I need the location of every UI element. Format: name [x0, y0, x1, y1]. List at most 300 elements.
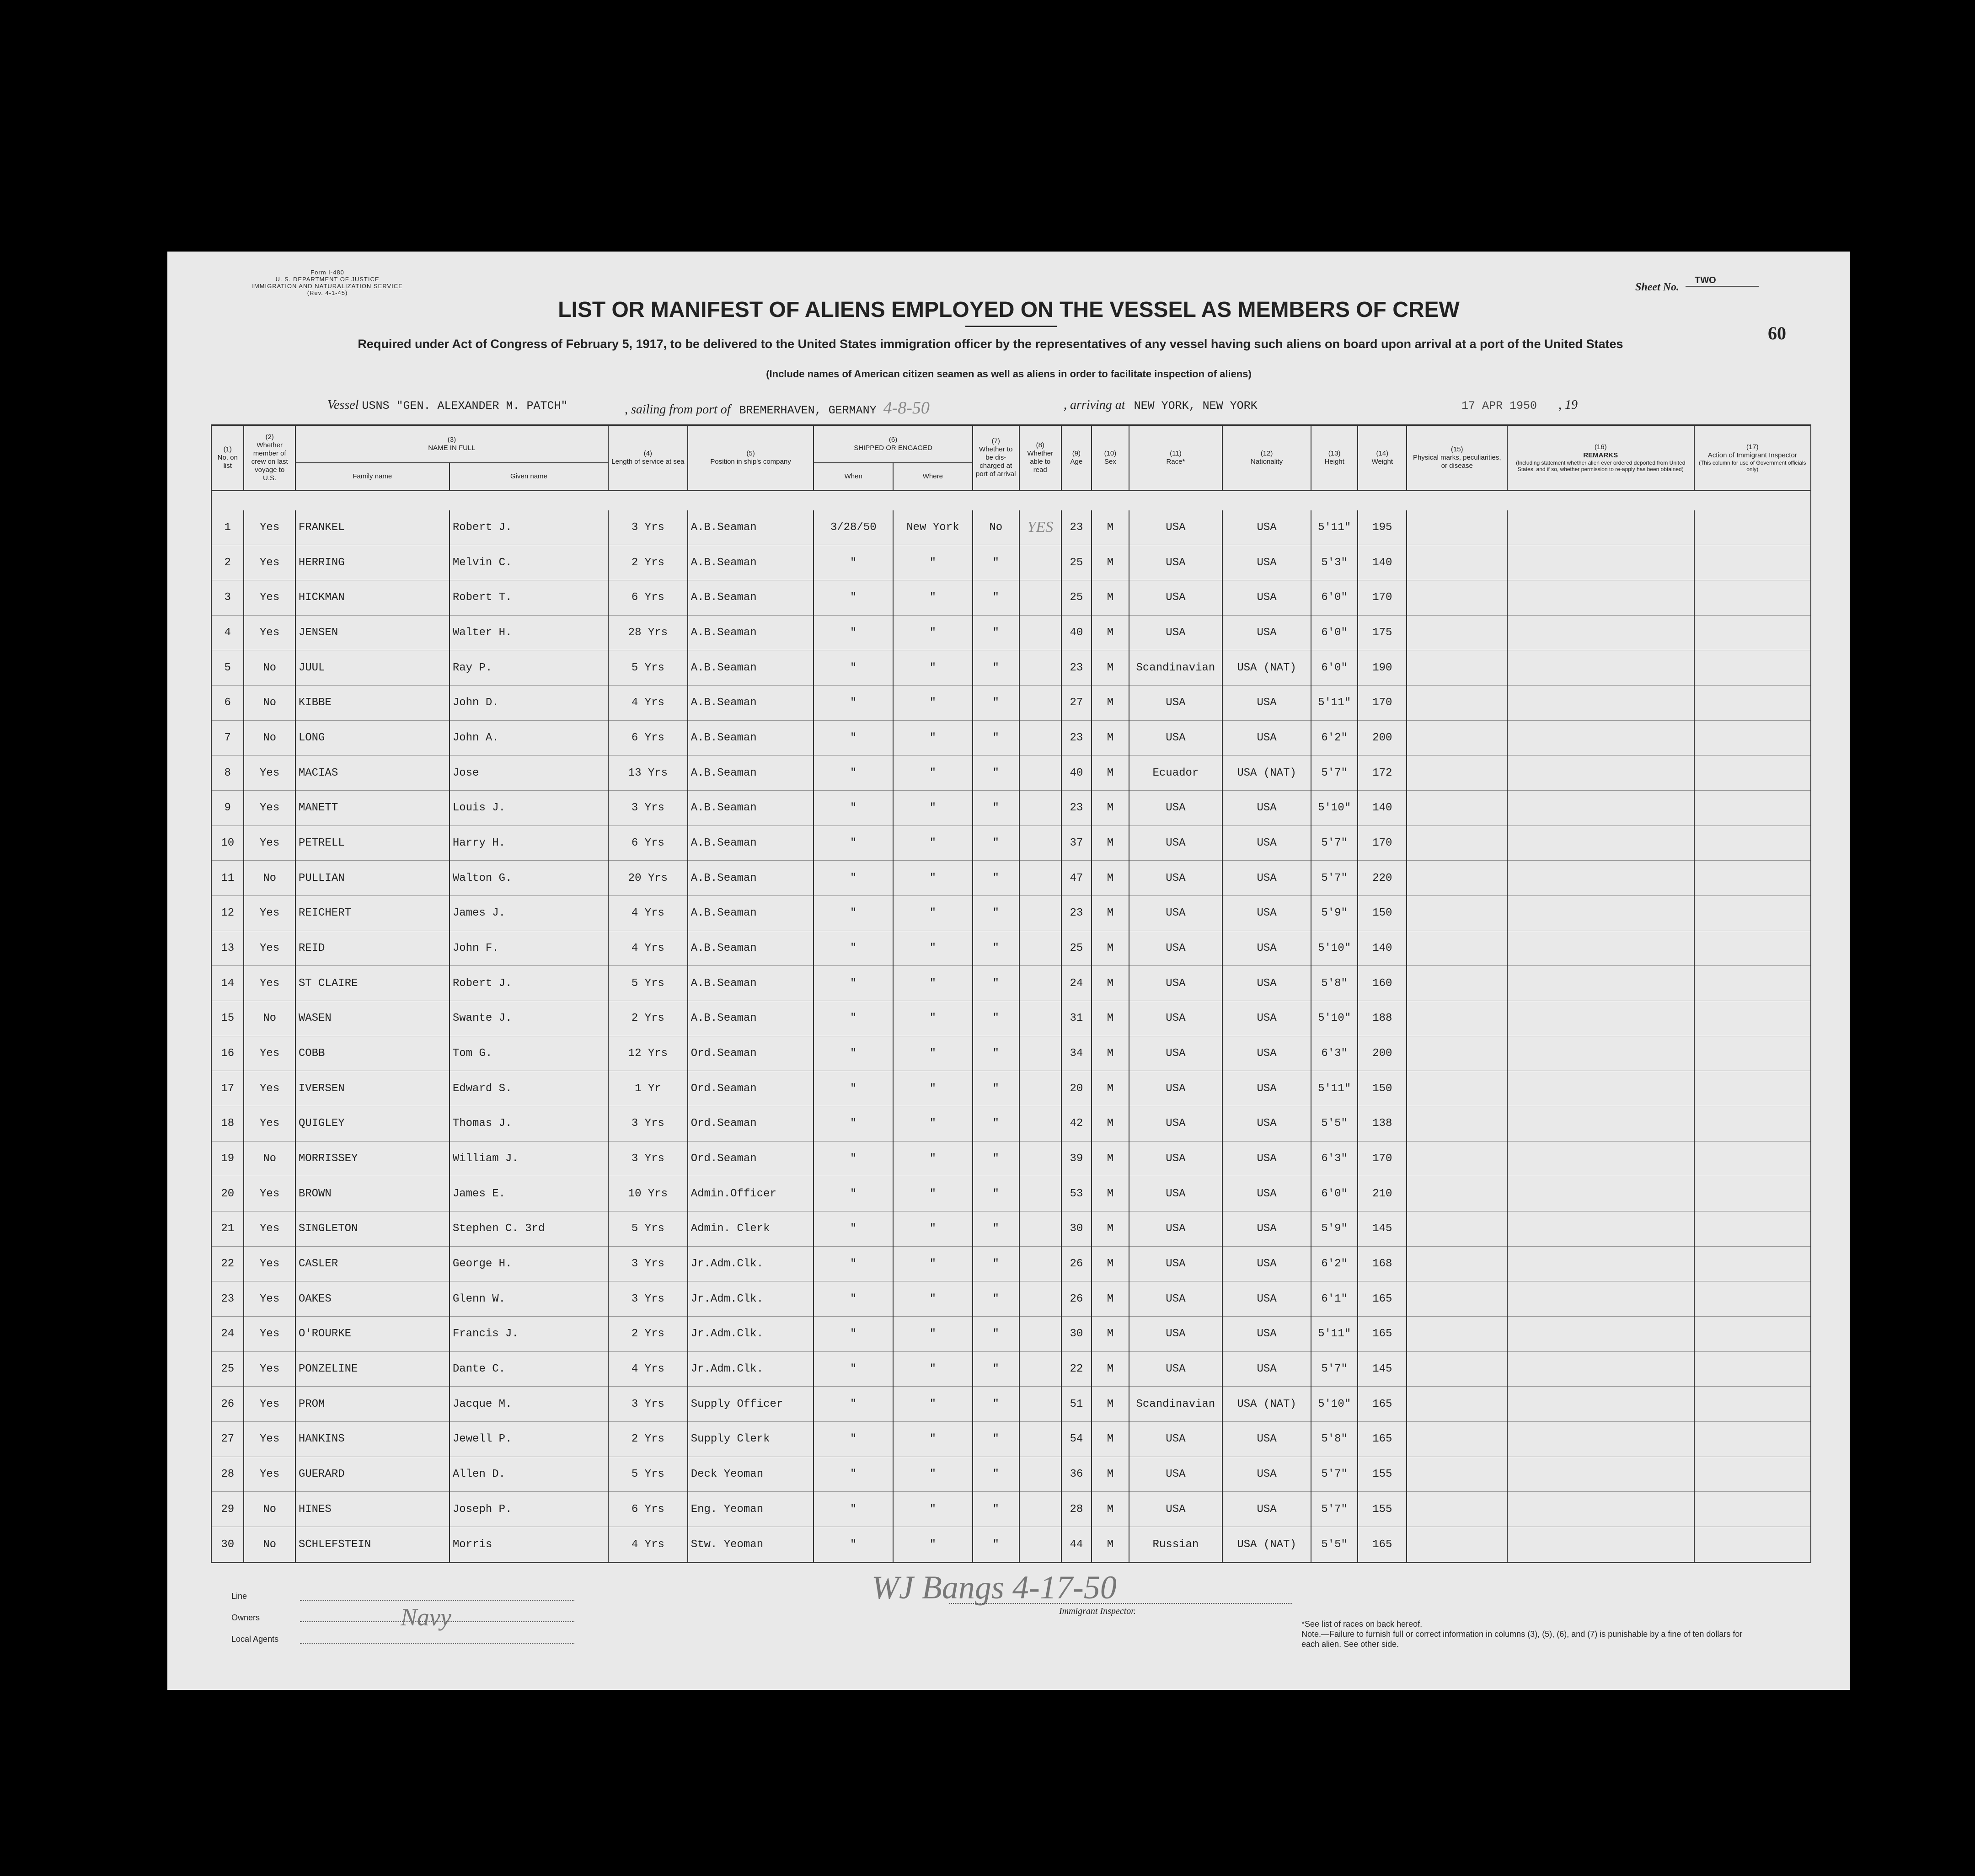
header-shipped-engaged: (6) SHIPPED OR ENGAGED	[814, 425, 972, 463]
height-cell: 6'0"	[1311, 615, 1358, 650]
family-name-cell: JENSEN	[295, 615, 450, 650]
shipped-where-cell: "	[893, 1317, 973, 1352]
age-cell: 28	[1061, 1492, 1092, 1527]
family-name-cell: O'ROURKE	[295, 1317, 450, 1352]
inspector-action-cell	[1694, 790, 1811, 825]
physical-marks-cell	[1407, 545, 1507, 580]
length-of-service-cell: 3 Yrs	[608, 510, 688, 545]
table-row	[211, 825, 1811, 861]
inspector-signature: WJ Bangs 4-17-50	[872, 1569, 1117, 1606]
shipped-when-cell: "	[814, 1422, 893, 1457]
remarks-cell	[1507, 1246, 1694, 1281]
able-to-read-cell	[1019, 1106, 1061, 1141]
physical-marks-cell	[1407, 790, 1507, 825]
length-of-service-cell: 3 Yrs	[608, 1387, 688, 1422]
weight-cell: 200	[1358, 1036, 1407, 1071]
table-row	[211, 1036, 1811, 1071]
remarks-cell	[1507, 931, 1694, 966]
position-cell: A.B.Seaman	[688, 756, 814, 791]
sex-cell: M	[1092, 1457, 1129, 1492]
weight-cell: 138	[1358, 1106, 1407, 1141]
nationality-cell: USA (NAT)	[1222, 1387, 1311, 1422]
inspector-action-cell	[1694, 861, 1811, 896]
family-name-cell: KIBBE	[295, 685, 450, 720]
row-number-cell: 13	[211, 931, 244, 966]
header-race: (11) Race*	[1129, 425, 1222, 491]
sailing-label: , sailing from port of	[625, 402, 731, 417]
race-cell: USA	[1129, 1211, 1222, 1246]
weight-cell: 188	[1358, 1001, 1407, 1036]
inspector-action-cell	[1694, 1001, 1811, 1036]
header-when: When	[814, 463, 893, 490]
given-name-cell: Robert J.	[450, 966, 608, 1001]
shipped-when-cell: "	[814, 1527, 893, 1563]
physical-marks-cell	[1407, 1527, 1507, 1563]
inspector-action-cell	[1694, 1036, 1811, 1071]
family-name-cell: CASLER	[295, 1246, 450, 1281]
given-name-cell: James E.	[450, 1176, 608, 1211]
sex-cell: M	[1092, 931, 1129, 966]
table-row	[211, 966, 1811, 1001]
given-name-cell: Allen D.	[450, 1457, 608, 1492]
discharged-cell: "	[973, 1106, 1019, 1141]
nationality-cell: USA	[1222, 1317, 1311, 1352]
height-cell: 6'0"	[1311, 580, 1358, 615]
remarks-cell	[1507, 1036, 1694, 1071]
table-row	[211, 756, 1811, 791]
race-cell: USA	[1129, 1106, 1222, 1141]
given-name-cell: Walton G.	[450, 861, 608, 896]
shipped-when-cell: "	[814, 580, 893, 615]
age-cell: 31	[1061, 1001, 1092, 1036]
nationality-cell: USA	[1222, 1176, 1311, 1211]
table-row	[211, 1141, 1811, 1176]
row-number-cell: 16	[211, 1036, 244, 1071]
family-name-cell: LONG	[295, 720, 450, 756]
given-name-cell: Tom G.	[450, 1036, 608, 1071]
previous-voyage-cell: Yes	[244, 790, 295, 825]
table-row	[211, 861, 1811, 896]
row-number-cell: 11	[211, 861, 244, 896]
previous-voyage-cell: Yes	[244, 1211, 295, 1246]
previous-voyage-cell: Yes	[244, 1457, 295, 1492]
nationality-cell: USA	[1222, 1422, 1311, 1457]
sailing-line	[625, 398, 930, 418]
weight-cell: 165	[1358, 1422, 1407, 1457]
length-of-service-cell: 10 Yrs	[608, 1176, 688, 1211]
age-cell: 40	[1061, 615, 1092, 650]
discharged-cell: "	[973, 1071, 1019, 1106]
shipped-when-cell: "	[814, 615, 893, 650]
table-row	[211, 510, 1811, 545]
weight-cell: 200	[1358, 720, 1407, 756]
shipped-where-cell: "	[893, 650, 973, 686]
nationality-cell: USA	[1222, 615, 1311, 650]
inspector-action-cell	[1694, 931, 1811, 966]
previous-voyage-cell: Yes	[244, 1246, 295, 1281]
discharged-cell: "	[973, 931, 1019, 966]
table-row	[211, 1317, 1811, 1352]
previous-voyage-cell: Yes	[244, 510, 295, 545]
sex-cell: M	[1092, 966, 1129, 1001]
shipped-where-cell: "	[893, 1246, 973, 1281]
given-name-cell: Jose	[450, 756, 608, 791]
remarks-cell	[1507, 1141, 1694, 1176]
shipped-when-cell: "	[814, 685, 893, 720]
shipped-when-cell: "	[814, 1281, 893, 1317]
weight-cell: 210	[1358, 1176, 1407, 1211]
age-cell: 20	[1061, 1071, 1092, 1106]
remarks-cell	[1507, 1527, 1694, 1563]
physical-marks-cell	[1407, 650, 1507, 686]
nationality-cell: USA	[1222, 790, 1311, 825]
remarks-cell	[1507, 1071, 1694, 1106]
header-previous-voyage: (2) Whether member of crew on last voyage to U.S.	[244, 425, 295, 491]
row-number-cell: 19	[211, 1141, 244, 1176]
family-name-cell: HERRING	[295, 545, 450, 580]
sex-cell: M	[1092, 545, 1129, 580]
race-cell: USA	[1129, 720, 1222, 756]
shipped-where-cell: "	[893, 861, 973, 896]
table-row	[211, 1492, 1811, 1527]
sex-cell: M	[1092, 1001, 1129, 1036]
height-cell: 5'8"	[1311, 1422, 1358, 1457]
given-name-cell: Morris	[450, 1527, 608, 1563]
physical-marks-cell	[1407, 1492, 1507, 1527]
table-row	[211, 1457, 1811, 1492]
table-row	[211, 1387, 1811, 1422]
length-of-service-cell: 13 Yrs	[608, 756, 688, 791]
length-of-service-cell: 3 Yrs	[608, 1106, 688, 1141]
shipped-when-cell: 3/28/50	[814, 510, 893, 545]
height-cell: 5'7"	[1311, 1492, 1358, 1527]
remarks-cell	[1507, 966, 1694, 1001]
position-cell: Deck Yeoman	[688, 1457, 814, 1492]
position-cell: Admin. Clerk	[688, 1211, 814, 1246]
race-cell: USA	[1129, 1457, 1222, 1492]
position-cell: A.B.Seaman	[688, 720, 814, 756]
row-number-cell: 20	[211, 1176, 244, 1211]
sex-cell: M	[1092, 756, 1129, 791]
weight-cell: 145	[1358, 1351, 1407, 1387]
length-of-service-cell: 5 Yrs	[608, 1457, 688, 1492]
row-number-cell: 12	[211, 895, 244, 931]
shipped-where-cell: "	[893, 931, 973, 966]
position-cell: A.B.Seaman	[688, 545, 814, 580]
age-cell: 30	[1061, 1317, 1092, 1352]
sheet-number-label: Sheet No.	[1635, 281, 1679, 293]
shipped-where-cell: "	[893, 1071, 973, 1106]
weight-cell: 220	[1358, 861, 1407, 896]
given-name-cell: Dante C.	[450, 1351, 608, 1387]
length-of-service-cell: 3 Yrs	[608, 1141, 688, 1176]
family-name-cell: REICHERT	[295, 895, 450, 931]
row-number-cell: 14	[211, 966, 244, 1001]
discharged-cell: "	[973, 1351, 1019, 1387]
discharged-cell: "	[973, 1457, 1019, 1492]
inspector-action-cell	[1694, 1176, 1811, 1211]
physical-marks-cell	[1407, 580, 1507, 615]
given-name-cell: Thomas J.	[450, 1106, 608, 1141]
shipped-when-cell: "	[814, 861, 893, 896]
length-of-service-cell: 4 Yrs	[608, 931, 688, 966]
length-of-service-cell: 3 Yrs	[608, 1281, 688, 1317]
row-number-cell: 29	[211, 1492, 244, 1527]
age-cell: 53	[1061, 1176, 1092, 1211]
previous-voyage-cell: Yes	[244, 1317, 295, 1352]
weight-cell: 145	[1358, 1211, 1407, 1246]
able-to-read-cell	[1019, 1176, 1061, 1211]
previous-voyage-cell: Yes	[244, 825, 295, 861]
sex-cell: M	[1092, 1036, 1129, 1071]
position-cell: A.B.Seaman	[688, 615, 814, 650]
length-of-service-cell: 5 Yrs	[608, 966, 688, 1001]
height-cell: 5'5"	[1311, 1527, 1358, 1563]
discharged-cell: "	[973, 790, 1019, 825]
previous-voyage-cell: No	[244, 720, 295, 756]
header-remarks: (16) REMARKS (Including statement whether alien ever ordered deported from United States, and if so, whether permission to re-apply has been obtained)	[1507, 425, 1694, 491]
inspector-signature-line	[949, 1603, 1292, 1604]
shipped-where-cell: "	[893, 615, 973, 650]
height-cell: 6'3"	[1311, 1141, 1358, 1176]
previous-voyage-cell: Yes	[244, 1036, 295, 1071]
weight-cell: 172	[1358, 756, 1407, 791]
shipped-where-cell: "	[893, 756, 973, 791]
able-to-read-cell	[1019, 1211, 1061, 1246]
remarks-cell	[1507, 720, 1694, 756]
discharged-cell: "	[973, 861, 1019, 896]
shipped-where-cell: "	[893, 790, 973, 825]
previous-voyage-cell: Yes	[244, 545, 295, 580]
age-cell: 25	[1061, 931, 1092, 966]
position-cell: Ord.Seaman	[688, 1141, 814, 1176]
shipped-where-cell: "	[893, 825, 973, 861]
able-to-read-cell	[1019, 685, 1061, 720]
weight-cell: 165	[1358, 1387, 1407, 1422]
remarks-cell	[1507, 1387, 1694, 1422]
family-name-cell: MACIAS	[295, 756, 450, 791]
length-of-service-cell: 3 Yrs	[608, 1246, 688, 1281]
remarks-cell	[1507, 861, 1694, 896]
length-of-service-cell: 5 Yrs	[608, 1211, 688, 1246]
age-cell: 24	[1061, 966, 1092, 1001]
inspector-action-cell	[1694, 1351, 1811, 1387]
height-cell: 5'5"	[1311, 1106, 1358, 1141]
header-sex: (10) Sex	[1092, 425, 1129, 491]
able-to-read-cell	[1019, 580, 1061, 615]
shipped-where-cell: "	[893, 1422, 973, 1457]
position-cell: Jr.Adm.Clk.	[688, 1246, 814, 1281]
local-agents-handwritten: Navy	[401, 1603, 451, 1631]
age-cell: 23	[1061, 510, 1092, 545]
header-family-name: Family name	[295, 463, 450, 490]
remarks-cell	[1507, 1317, 1694, 1352]
header-service: (4) Length of service at sea	[608, 425, 688, 491]
able-to-read-cell	[1019, 756, 1061, 791]
shipped-where-cell: "	[893, 1176, 973, 1211]
form-identifier	[241, 269, 414, 296]
age-cell: 34	[1061, 1036, 1092, 1071]
table-row	[211, 1422, 1811, 1457]
weight-cell: 140	[1358, 790, 1407, 825]
height-cell: 6'3"	[1311, 1036, 1358, 1071]
family-name-cell: PROM	[295, 1387, 450, 1422]
physical-marks-cell	[1407, 1422, 1507, 1457]
shipped-when-cell: "	[814, 650, 893, 686]
physical-marks-cell	[1407, 1106, 1507, 1141]
inspector-action-cell	[1694, 1387, 1811, 1422]
able-to-read-cell	[1019, 790, 1061, 825]
age-cell: 42	[1061, 1106, 1092, 1141]
inspector-action-cell	[1694, 895, 1811, 931]
length-of-service-cell: 28 Yrs	[608, 615, 688, 650]
row-number-cell: 15	[211, 1001, 244, 1036]
row-number-cell: 4	[211, 615, 244, 650]
nationality-cell: USA	[1222, 685, 1311, 720]
race-cell: USA	[1129, 1351, 1222, 1387]
length-of-service-cell: 4 Yrs	[608, 1527, 688, 1563]
family-name-cell: QUIGLEY	[295, 1106, 450, 1141]
given-name-cell: Melvin C.	[450, 545, 608, 580]
row-number-cell: 28	[211, 1457, 244, 1492]
sheet-number-value: TWO	[1686, 275, 1759, 287]
previous-voyage-cell: No	[244, 650, 295, 686]
height-cell: 5'7"	[1311, 825, 1358, 861]
height-cell: 6'0"	[1311, 650, 1358, 686]
discharged-cell: "	[973, 1211, 1019, 1246]
able-to-read-cell	[1019, 1527, 1061, 1563]
sex-cell: M	[1092, 1281, 1129, 1317]
weight-cell: 140	[1358, 931, 1407, 966]
manifest-sheet	[167, 252, 1850, 1690]
nationality-cell: USA	[1222, 1351, 1311, 1387]
race-cell: USA	[1129, 1422, 1222, 1457]
position-cell: A.B.Seaman	[688, 895, 814, 931]
position-cell: A.B.Seaman	[688, 650, 814, 686]
department-name: U. S. DEPARTMENT OF JUSTICE	[275, 276, 380, 283]
family-name-cell: ST CLAIRE	[295, 966, 450, 1001]
row-number-cell: 21	[211, 1211, 244, 1246]
discharged-cell: "	[973, 1387, 1019, 1422]
position-cell: Supply Officer	[688, 1387, 814, 1422]
family-name-cell: OAKES	[295, 1281, 450, 1317]
height-cell: 5'11"	[1311, 685, 1358, 720]
header-where: Where	[893, 463, 973, 490]
given-name-cell: Joseph P.	[450, 1492, 608, 1527]
able-to-read-cell	[1019, 1071, 1061, 1106]
length-of-service-cell: 20 Yrs	[608, 861, 688, 896]
nationality-cell: USA (NAT)	[1222, 756, 1311, 791]
physical-marks-cell	[1407, 1457, 1507, 1492]
shipped-when-cell: "	[814, 1141, 893, 1176]
length-of-service-cell: 6 Yrs	[608, 720, 688, 756]
shipped-where-cell: "	[893, 1106, 973, 1141]
table-row	[211, 895, 1811, 931]
given-name-cell: John F.	[450, 931, 608, 966]
include-note: (Include names of American citizen seamen as well as aliens in order to facilitate inspection of aliens)	[766, 368, 1252, 380]
sex-cell: M	[1092, 510, 1129, 545]
row-number-cell: 7	[211, 720, 244, 756]
physical-marks-cell	[1407, 685, 1507, 720]
physical-marks-cell	[1407, 1211, 1507, 1246]
table-row	[211, 1176, 1811, 1211]
remarks-cell	[1507, 685, 1694, 720]
row-number-cell: 5	[211, 650, 244, 686]
sex-cell: M	[1092, 1106, 1129, 1141]
given-name-cell: William J.	[450, 1141, 608, 1176]
nationality-cell: USA	[1222, 895, 1311, 931]
table-row	[211, 790, 1811, 825]
length-of-service-cell: 6 Yrs	[608, 825, 688, 861]
arrival-line	[1064, 398, 1258, 413]
sex-cell: M	[1092, 685, 1129, 720]
shipped-where-cell: "	[893, 1281, 973, 1317]
previous-voyage-cell: Yes	[244, 931, 295, 966]
discharged-cell: "	[973, 1527, 1019, 1563]
required-statement: Required under Act of Congress of February 5, 1917, to be delivered to the United States immigration officer by the representatives of any vessel having such aliens on board upon arrival at a port of the United States	[358, 337, 1623, 351]
weight-cell: 175	[1358, 615, 1407, 650]
nationality-cell: USA	[1222, 1001, 1311, 1036]
able-to-read-cell	[1019, 825, 1061, 861]
remarks-cell	[1507, 1281, 1694, 1317]
header-physical-marks: (15) Physical marks, peculiarities, or disease	[1407, 425, 1507, 491]
previous-voyage-cell: No	[244, 1527, 295, 1563]
physical-marks-cell	[1407, 1351, 1507, 1387]
inspector-action-cell	[1694, 615, 1811, 650]
shipped-where-cell: "	[893, 685, 973, 720]
header-height: (13) Height	[1311, 425, 1358, 491]
inspector-action-cell	[1694, 756, 1811, 791]
given-name-cell: John A.	[450, 720, 608, 756]
inspector-action-cell	[1694, 825, 1811, 861]
shipped-when-cell: "	[814, 1001, 893, 1036]
header-able-to-read: (8) Whether able to read	[1019, 425, 1061, 491]
sex-cell: M	[1092, 1387, 1129, 1422]
physical-marks-cell	[1407, 1141, 1507, 1176]
inspector-action-cell	[1694, 1106, 1811, 1141]
race-cell: USA	[1129, 545, 1222, 580]
height-cell: 5'10"	[1311, 1387, 1358, 1422]
physical-marks-cell	[1407, 1071, 1507, 1106]
nationality-cell: USA	[1222, 510, 1311, 545]
nationality-cell: USA	[1222, 545, 1311, 580]
weight-cell: 150	[1358, 895, 1407, 931]
given-name-cell: Robert T.	[450, 580, 608, 615]
form-number: Form I-480	[310, 269, 344, 276]
row-number-cell: 8	[211, 756, 244, 791]
weight-cell: 165	[1358, 1317, 1407, 1352]
year-label: , 19	[1558, 398, 1578, 412]
nationality-cell: USA (NAT)	[1222, 1527, 1311, 1563]
sex-cell: M	[1092, 1422, 1129, 1457]
given-name-cell: Swante J.	[450, 1001, 608, 1036]
shipped-when-cell: "	[814, 1317, 893, 1352]
shipped-when-cell: "	[814, 1071, 893, 1106]
nationality-cell: USA	[1222, 966, 1311, 1001]
position-cell: Jr.Adm.Clk.	[688, 1351, 814, 1387]
inspector-action-cell	[1694, 1071, 1811, 1106]
remarks-cell	[1507, 790, 1694, 825]
age-cell: 27	[1061, 685, 1092, 720]
able-to-read-cell	[1019, 1036, 1061, 1071]
inspector-action-cell	[1694, 685, 1811, 720]
weight-cell: 170	[1358, 825, 1407, 861]
weight-cell: 155	[1358, 1492, 1407, 1527]
height-cell: 5'11"	[1311, 510, 1358, 545]
sex-cell: M	[1092, 861, 1129, 896]
able-to-read-cell	[1019, 1001, 1061, 1036]
family-name-cell: PETRELL	[295, 825, 450, 861]
